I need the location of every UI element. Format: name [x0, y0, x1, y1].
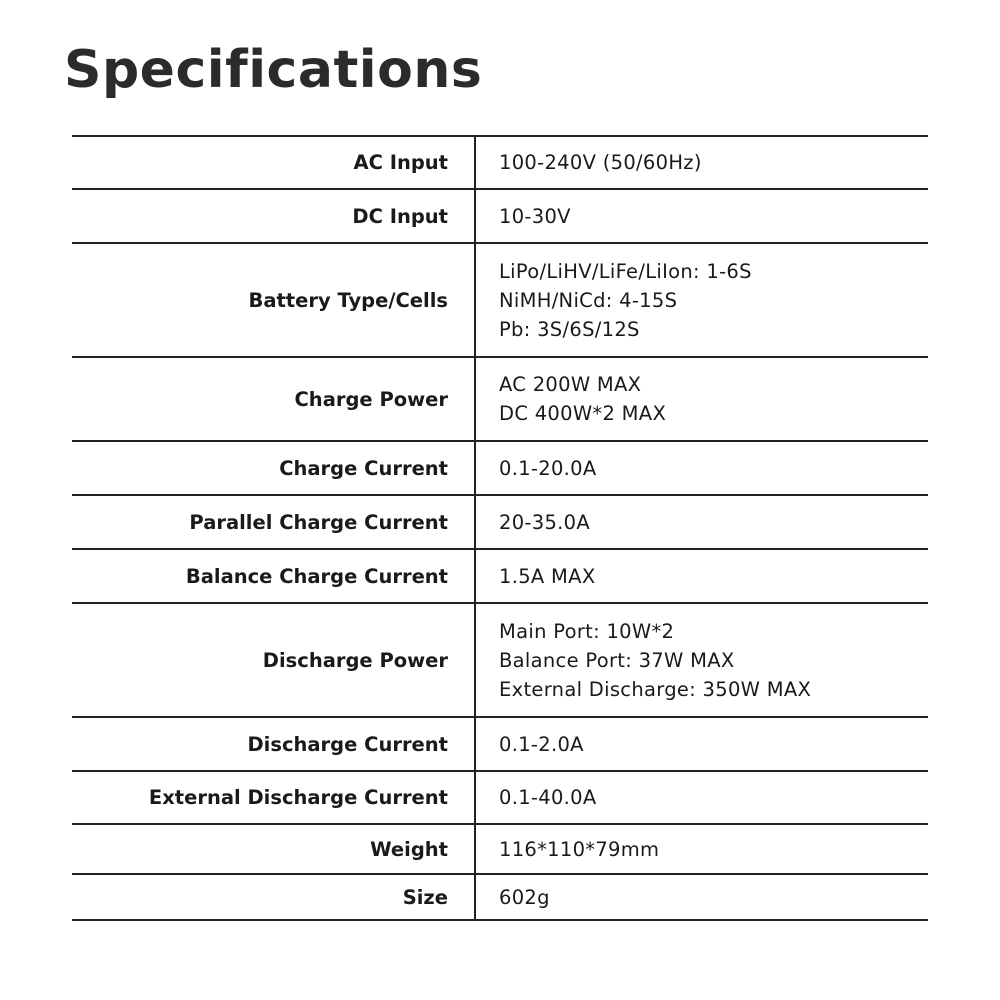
spec-value-line: 1.5A MAX — [499, 564, 596, 588]
spec-value-line: 0.1-40.0A — [499, 786, 597, 809]
spec-label: AC Input — [72, 137, 476, 188]
table-row — [72, 772, 928, 825]
spec-label: Parallel Charge Current — [72, 496, 476, 548]
spec-value-line: 602g — [499, 885, 550, 909]
spec-label: External Discharge Current — [72, 772, 476, 823]
spec-value — [476, 442, 928, 494]
spec-value — [476, 137, 928, 188]
spec-value — [476, 772, 928, 823]
spec-value-line: DC 400W*2 MAX — [499, 402, 667, 425]
spec-value — [476, 875, 928, 919]
specifications-table — [72, 135, 928, 921]
spec-value-line: Main Port: 10W*2 — [499, 619, 675, 643]
spec-value — [476, 358, 928, 440]
table-row — [72, 358, 928, 442]
spec-value-line: Pb: 3S/6S/12S — [499, 317, 640, 341]
spec-value-line: 10-30V — [499, 204, 571, 228]
spec-value — [476, 190, 928, 242]
spec-label: Size — [72, 875, 476, 919]
spec-label: Balance Charge Current — [72, 550, 476, 602]
spec-value-line: 116*110*79mm — [499, 837, 660, 861]
spec-value-line: AC 200W MAX — [499, 373, 642, 396]
table-row — [72, 825, 928, 875]
table-row — [72, 875, 928, 921]
spec-value — [476, 550, 928, 602]
spec-label: DC Input — [72, 190, 476, 242]
spec-label: Battery Type/Cells — [72, 244, 476, 356]
table-row — [72, 190, 928, 244]
spec-value — [476, 718, 928, 770]
spec-label: Charge Power — [72, 358, 476, 440]
spec-value — [476, 496, 928, 548]
spec-label: Charge Current — [72, 442, 476, 494]
spec-value-line: LiPo/LiHV/LiFe/LiIon: 1-6S — [499, 259, 752, 283]
spec-value-line: 0.1-20.0A — [499, 456, 597, 480]
table-row — [72, 550, 928, 604]
spec-value-line: 100-240V (50/60Hz) — [499, 151, 702, 174]
spec-value-line: External Discharge: 350W MAX — [499, 677, 812, 701]
spec-label: Discharge Current — [72, 718, 476, 770]
spec-value-line: Balance Port: 37W MAX — [499, 648, 735, 672]
table-row — [72, 244, 928, 358]
spec-label: Discharge Power — [72, 604, 476, 716]
table-row — [72, 604, 928, 718]
table-row — [72, 496, 928, 550]
spec-label: Weight — [72, 825, 476, 873]
table-row — [72, 718, 928, 772]
page-title: Specifications — [64, 40, 483, 100]
spec-value-line: 20-35.0A — [499, 510, 591, 534]
spec-value — [476, 604, 928, 716]
table-row — [72, 442, 928, 496]
table-row — [72, 137, 928, 190]
spec-value — [476, 244, 928, 356]
spec-value-line: NiMH/NiCd: 4-15S — [499, 288, 678, 312]
spec-value — [476, 825, 928, 873]
spec-value-line: 0.1-2.0A — [499, 732, 584, 756]
